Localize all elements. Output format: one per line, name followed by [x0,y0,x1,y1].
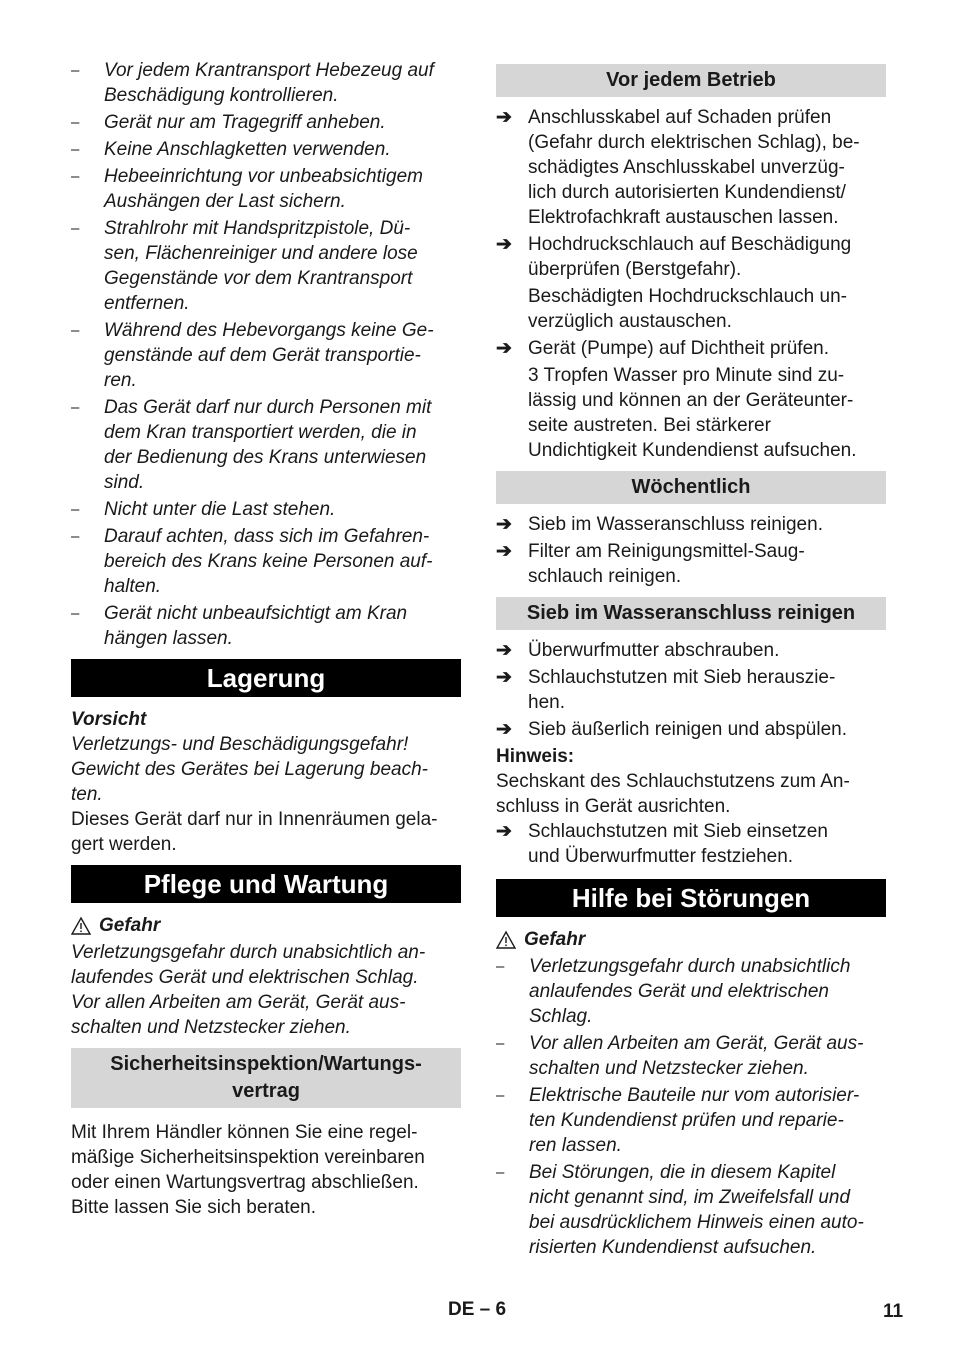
arrow-icon: ➔ [496,719,512,740]
note-label: Hinweis: [496,746,575,767]
list-item [71,318,461,393]
subsection-heading-inspektion: Sicherheitsinspektion/Wartungs- vertrag [71,1048,461,1108]
dash-bullet: – [71,605,80,622]
step-note: Beschädigten Hochdruckschlauch un- verzüglich austauschen. [528,286,847,332]
list-item-text: Hebeeinrichtung vor unbeabsichtigem Aushängen der Last sichern. [104,166,423,212]
arrow-icon: ➔ [496,821,512,842]
list-item [496,1160,886,1260]
dash-bullet: – [71,322,80,339]
step-item [496,232,886,282]
step-text: Gerät (Pumpe) auf Dichtheit prüfen. [528,338,829,359]
list-item-text: Elektrische Bauteile nur vom autorisier- ten Kundendienst prüfen und reparie- ren lassen. [529,1085,860,1156]
step-item [496,105,886,230]
step-text: Filter am Reinigungsmittel-Saug- schlauch reinigen. [528,541,805,587]
list-item-text: Gerät nur am Tragegriff anheben. [104,112,386,133]
step-text: Schlauchstutzen mit Sieb einsetzen und Überwurfmutter festziehen. [528,821,828,867]
step-text: Sieb im Wasseranschluss reinigen. [528,514,823,535]
page-number: 11 [883,1301,904,1322]
danger-label: Gefahr [524,929,586,950]
list-item-text: Keine Anschlagketten verwenden. [104,139,391,160]
dash-bullet: – [71,114,80,131]
list-item-text: Vor jedem Krantransport Hebezeug auf Beschädigung kontrollieren. [104,60,434,106]
list-item-text: Vor allen Arbeiten am Gerät, Gerät aus- schalten und Netzstecker ziehen. [529,1033,864,1079]
danger-label-row [71,913,461,938]
dash-bullet: – [496,1164,505,1181]
dash-bullet: – [496,958,505,975]
list-item-text: Bei Störungen, die in diesem Kapitel nicht genannt sind, im Zweifelsfall und bei ausdrücklichem Hinweis einen auto- risierten Kundendienst aufsuchen. [529,1162,864,1258]
list-item [496,954,886,1029]
list-item [496,1031,886,1081]
right-column [496,64,886,1262]
arrow-icon: ➔ [496,640,512,661]
dash-bullet: – [71,501,80,518]
list-item [71,137,461,162]
list-item-text: Während des Hebevorgangs keine Ge- genstände auf dem Gerät transportie- ren. [104,320,434,391]
arrow-icon: ➔ [496,667,512,688]
list-item-text: Strahlrohr mit Handspritzpistole, Dü- sen, Flächenreiniger und andere lose Gegenstände vor dem Krantransport entfernen. [104,218,418,314]
inspection-text: Mit Ihrem Händler können Sie eine regel- mäßige Sicherheitsinspektion vereinbaren oder einen Wartungsvertrag abschließen. Bitte lassen Sie sich beraten. [71,1122,425,1218]
section-heading-hilfe: Hilfe bei Störungen [496,879,886,917]
section-heading-lagerung: Lagerung [71,659,461,697]
arrow-icon: ➔ [496,541,512,562]
dash-bullet: – [71,399,80,416]
step-text: Schlauchstutzen mit Sieb herauszie- hen. [528,667,836,713]
list-item [71,110,461,135]
arrow-icon: ➔ [496,338,512,359]
caution-text: Verletzungs- und Beschädigungsgefahr! Gewicht des Gerätes bei Lagerung beach- ten. [71,734,428,805]
danger-label-row [496,927,886,952]
arrow-icon: ➔ [496,234,512,255]
list-item [71,164,461,214]
list-item [71,524,461,599]
step-item [496,539,886,589]
crane-transport-list [71,58,461,651]
list-item [71,216,461,316]
list-item [71,58,461,108]
section-heading-pflege: Pflege und Wartung [71,865,461,903]
list-item [496,1083,886,1158]
list-item-text: Nicht unter die Last stehen. [104,499,336,520]
dash-bullet: – [71,220,80,237]
arrow-icon: ➔ [496,107,512,128]
list-item-text: Verletzungsgefahr durch unabsichtlich anlaufendes Gerät und elektrischen Schlag. [529,956,851,1027]
step-item [496,638,886,663]
dash-bullet: – [71,168,80,185]
step-item [496,512,886,537]
storage-text: Dieses Gerät darf nur in Innenräumen gela- gert werden. [71,809,438,855]
dash-bullet: – [71,141,80,158]
left-column [71,58,461,1220]
troubleshooting-list [496,954,886,1260]
danger-label: Gefahr [99,915,161,936]
list-item [71,497,461,522]
warning-triangle-icon [496,930,516,950]
dash-bullet: – [496,1087,505,1104]
step-item [496,336,886,361]
step-text: Sieb äußerlich reinigen und abspülen. [528,719,847,740]
footer-section-label: DE – 6 [448,1299,507,1320]
dash-bullet: – [496,1035,505,1052]
dash-bullet: – [71,62,80,79]
list-item-text: Darauf achten, dass sich im Gefahren- bereich des Krans keine Personen auf- halten. [104,526,433,597]
subsection-heading-vor-jedem-betrieb: Vor jedem Betrieb [496,64,886,97]
list-item [71,395,461,495]
list-item [71,601,461,651]
arrow-icon: ➔ [496,514,512,535]
warning-triangle-icon [71,916,91,936]
list-item-text: Gerät nicht unbeaufsichtigt am Kran hängen lassen. [104,603,408,649]
step-text: Hochdruckschlauch auf Beschädigung überprüfen (Berstgefahr). [528,234,852,280]
step-text: Anschlusskabel auf Schaden prüfen (Gefahr durch elektrischen Schlag), be- schädigtes Anschlusskabel unverzüg- lich durch autorisierten Kundendienst/ Elektrofachkraft austauschen lassen. [528,107,860,228]
list-item-text: Das Gerät darf nur durch Personen mit dem Kran transportiert werden, die in der Bedienung des Krans unterwiesen sind. [104,397,432,493]
step-note: 3 Tropfen Wasser pro Minute sind zu- lässig und können an der Geräteunter- seite austreten. Bei stärkerer Undichtigkeit Kundendienst aufsuchen. [528,365,857,461]
step-item [496,665,886,715]
subsection-heading-woechentlich: Wöchentlich [496,471,886,504]
step-text: Überwurfmutter abschrauben. [528,640,780,661]
caution-label: Vorsicht [71,709,147,730]
danger-text: Verletzungsgefahr durch unabsichtlich an- laufendes Gerät und elektrischen Schlag. Vor allen Arbeiten am Gerät, Gerät aus- schalten und Netzstecker ziehen. [71,942,426,1038]
step-item [496,819,886,869]
step-item [496,717,886,742]
dash-bullet: – [71,528,80,545]
note-text: Sechskant des Schlauchstutzens zum An- schluss in Gerät ausrichten. [496,771,850,817]
subsection-heading-sieb: Sieb im Wasseranschluss reinigen [496,597,886,630]
